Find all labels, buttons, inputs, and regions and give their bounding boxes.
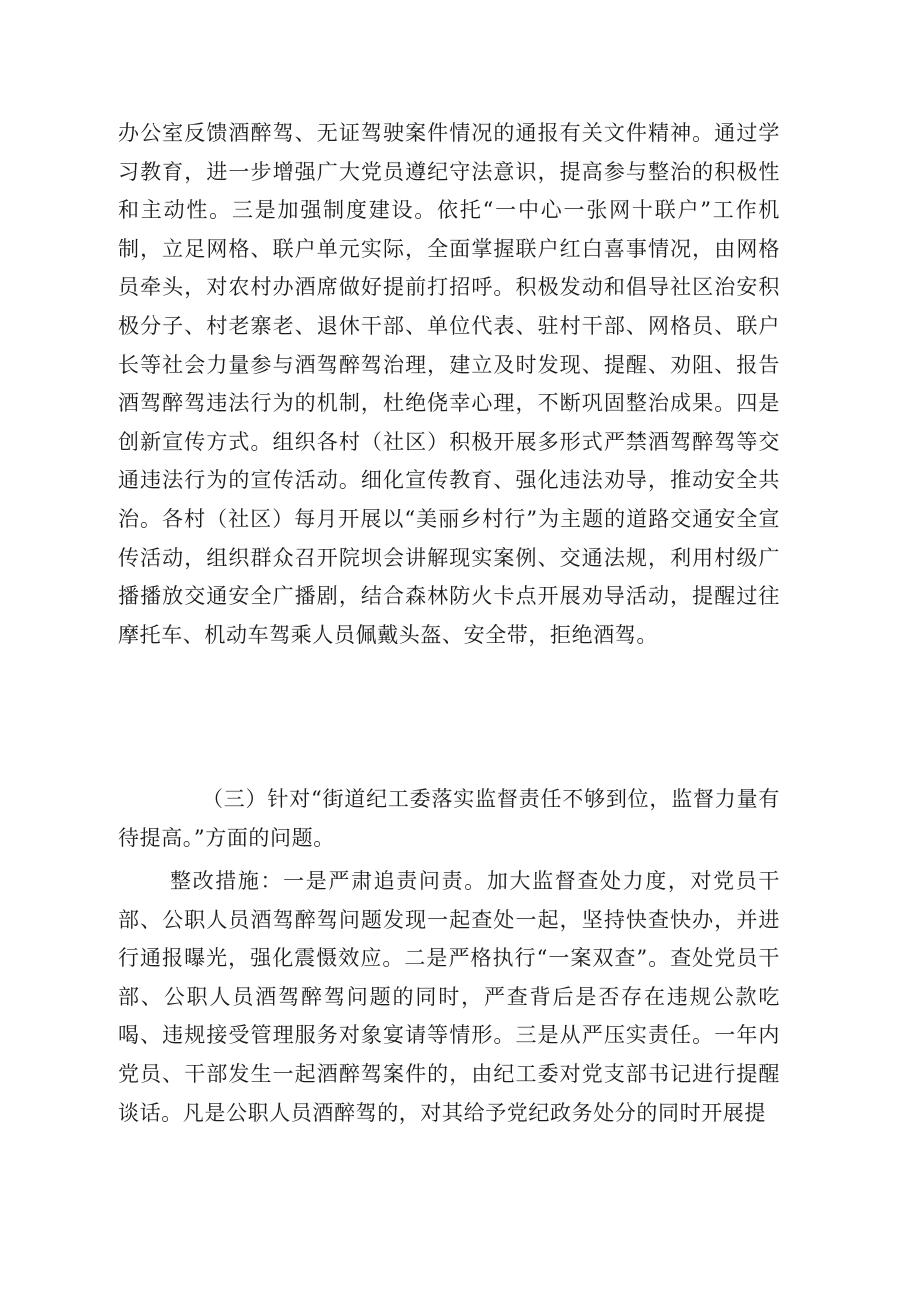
paragraph-measures-continued: 办公室反馈酒醉驾、无证驾驶案件情况的通报有关文件精神。通过学习教育，进一步增强广大党员遵纪守法意识，提高参与整治的积极性和主动性。三是加强制度建设。依托“一中心一张网十联户”工作机制，立足网格、联户单元实际，全面掌握联户红白喜事情况，由网格员牵头，对农村办酒席做好提前打招呼。积极发动和倡导社区治安积极分子、村老寨老、退休干部、单位代表、驻村干部、网格员、联户长等社会力量参与酒驾醉驾治理，建立及时发现、提醒、劝阻、报告酒驾醉驾违法行为的机制，杜绝侥幸心理，不断巩固整治成果。四是创新宣传方式。组织各村（社区）积极开展多形式严禁酒驾醉驾等交通违法行为的宣传活动。细化宣传教育、强化违法劝导，推动安全共治。各村（社区）每月开展以“美丽乡村行”为主题的道路交通安全宣传活动，组织群众召开院坝会讲解现实案例、交通法规，利用村级广播播放交通安全广播剧，结合森林防火卡点开展劝导活动，提醒过往摩托车、机动车驾乘人员佩戴头盔、安全带，拒绝酒驾。: [118, 121, 780, 647]
paragraph-section-heading: （三）针对“街道纪工委落实监督责任不够到位，监督力量有待提高。”方面的问题。: [118, 787, 780, 850]
paragraph-rectification-measures: 整改措施：一是严肃追责问责。加大监督查处力度，对党员干部、公职人员酒驾醉驾问题发现一起查处一起，坚持快查快办，并进行通报曝光，强化震慑效应。二是严格执行“一案双查”。查处党员干部、公职人员酒驾醉驾问题的同时，严查背后是否存在违规公款吃喝、违规接受管理服务对象宴请等情形。三是从严压实责任。一年内党员、干部发生一起酒醉驾案件的，由纪工委对党支部书记进行提醒谈话。凡是公职人员酒醉驾的，对其给予党纪政务处分的同时开展提: [118, 869, 780, 1125]
